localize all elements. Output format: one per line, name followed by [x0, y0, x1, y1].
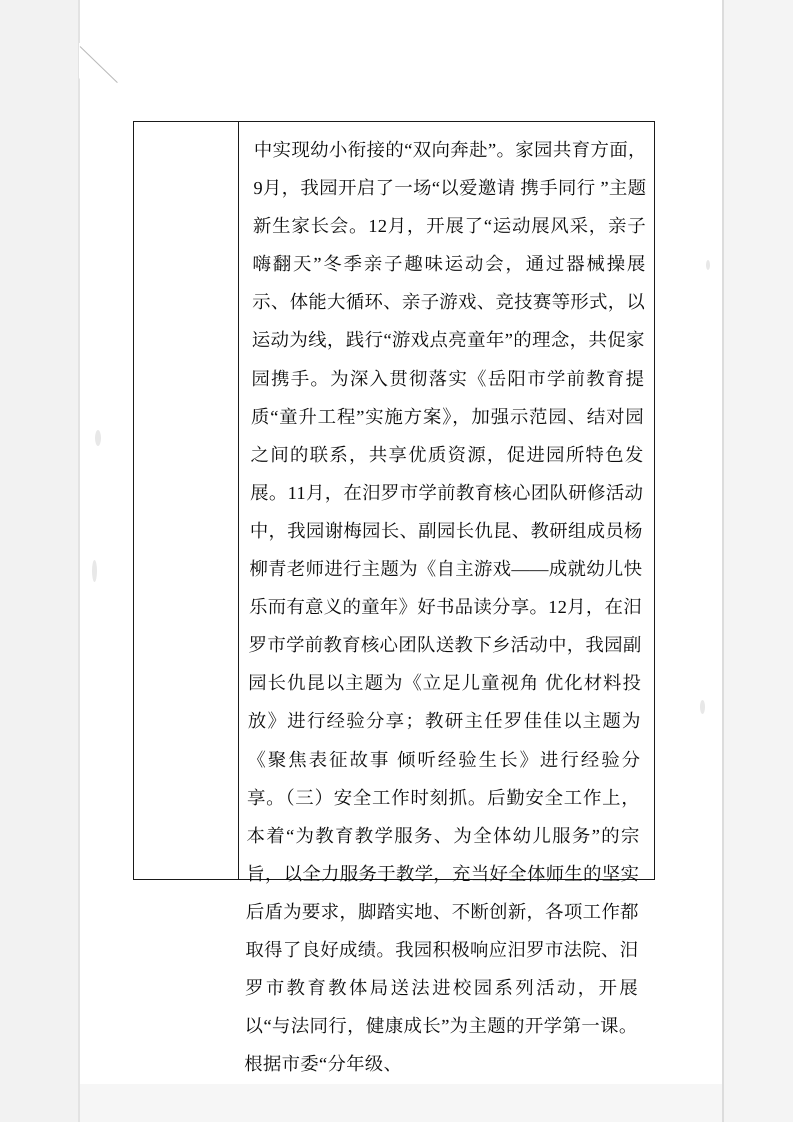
page-left-edge	[0, 0, 78, 1122]
document-paragraph: 中实现幼小衔接的“双向奔赴”。家园共育方面，9月，我园开启了一场“以爱邀请 携手同行 ”主题新生家长会。12月，开展了“运动展风采，亲子嗨翻天”冬季亲子趣味运动会，通过器械操展示、体能大循环、亲子游戏、竞技赛等形式，以运动为线，践行“游戏点亮童年”的理念，共促家园携手。为深入贯彻落实《岳阳市学前教育提质“童升工程”实施方案》，加强示范园、结对园之间的联系，共享优质资源，促进园所特色发展。11月，在汨罗市学前教育核心团队研修活动中，我园谢梅园长、副园长仇昆、教研组成员杨柳青老师进行主题为《自主游戏——成就幼儿快乐而有意义的童年》好书品读分享。12月，在汨罗市学前教育核心团队送教下乡活动中，我园副园长仇昆以主题为《立足儿童视角 优化材料投放》进行经验分享；教研主任罗佳佳以主题为《聚焦表征故事 倾听经验生长》进行经验分享。（三）安全工作时刻抓。后勤安全工作上，本着“为教育教学服务、为全体幼儿服务”的宗旨，以全力服务于教学，充当好全体师生的坚实后盾为要求，脚踏实地、不断创新，各项工作都取得了良好成绩。我园积极响应汨罗市法院、汨罗市教育教体局送法进校园系列活动，开展以“与法同行，健康成长”为主题的开学第一课。根据市委“分年级、	[244, 140, 647, 1075]
page-right-shadow	[722, 0, 724, 1122]
scan-speck	[706, 260, 710, 270]
table-right-column-cell	[240, 122, 654, 1075]
table-left-column-cell	[134, 122, 238, 879]
document-table-frame	[133, 121, 655, 1075]
scan-speck	[92, 560, 97, 582]
page-bottom-edge	[78, 1084, 723, 1122]
page-right-edge	[723, 0, 793, 1122]
scan-speck	[700, 700, 705, 714]
scan-speck	[95, 430, 101, 446]
table-column-divider	[238, 122, 239, 879]
page-left-shadow	[78, 0, 80, 1122]
